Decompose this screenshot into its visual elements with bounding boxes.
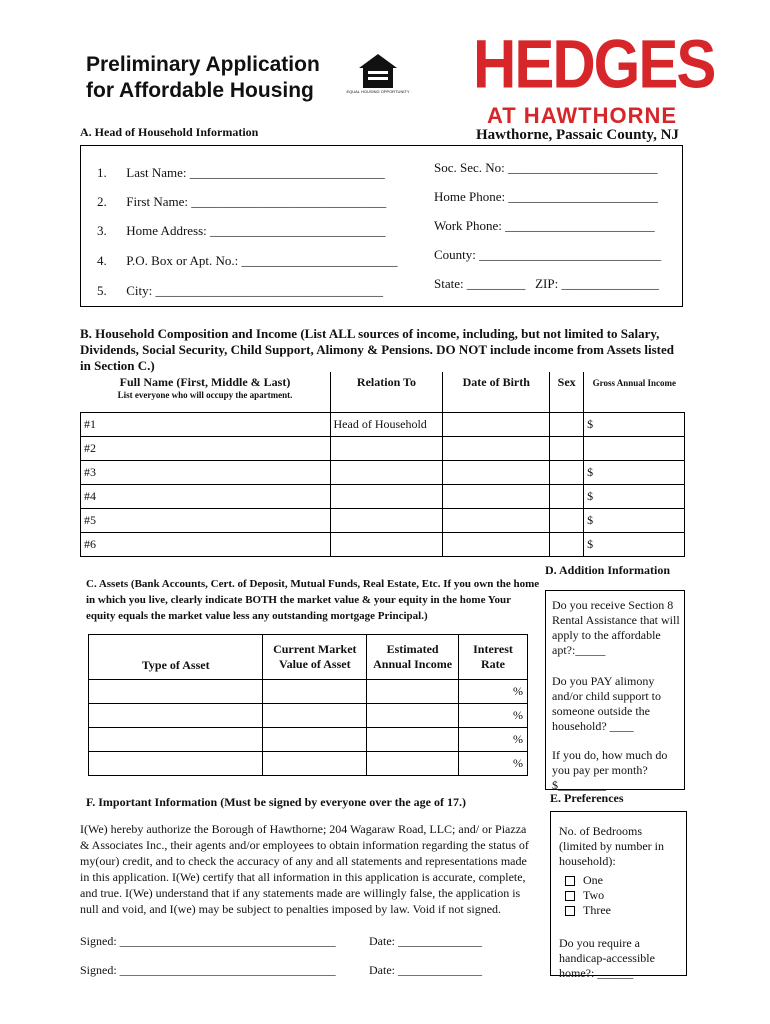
home-address-field[interactable]: 3. Home Address: ___________________________ — [97, 223, 386, 238]
section-b-title: B. Household Composition and Income (List ALL sources of income, including, but not limited to Salary, Dividends, Social Security, Child Support, Alimony & Pensions. DO NOT include income from Assets listed in Section C.) — [80, 326, 674, 373]
annual-income-cell[interactable] — [367, 704, 459, 728]
section-c-title: C. Assets (Bank Accounts, Cert. of Deposit, Mutual Funds, Real Estate, Etc. If you own the home in which you live, clearly indicate BOTH the market value & your equity in the home Your equity equals the market value less any outstanding mortgage Principal.) — [86, 578, 540, 622]
household-table — [80, 372, 685, 557]
section-d-box — [545, 590, 685, 790]
sex-cell[interactable] — [550, 436, 584, 460]
po-box-field[interactable]: 4. P.O. Box or Apt. No.: ________________________ — [97, 253, 398, 268]
option-two[interactable]: Two — [565, 888, 682, 903]
hedges-logo-subtitle: AT HAWTHORNE — [487, 103, 678, 128]
checkbox-icon[interactable] — [565, 891, 575, 901]
section8-question[interactable]: Do you receive Section 8 Rental Assistance that will apply to the affordable apt?:_____ — [552, 598, 680, 657]
annual-income-cell[interactable] — [367, 680, 459, 704]
accessible-question[interactable]: Do you require a handicap-accessible home?: ______ — [559, 936, 655, 980]
city-field[interactable]: 5. City: ___________________________________ — [97, 283, 384, 298]
section-e-box — [550, 811, 687, 980]
row-number: #1 — [81, 412, 331, 436]
date-field-2[interactable]: Date: ______________ — [369, 963, 482, 977]
row-number: #2 — [81, 436, 331, 460]
alimony-question[interactable]: Do you PAY alimony and/or child support to someone outside the household? ____ — [552, 674, 661, 733]
signature-field-2[interactable]: Signed: ____________________________________ — [80, 963, 336, 977]
rate-cell[interactable]: % — [459, 752, 528, 776]
assets-table — [88, 634, 528, 776]
title-line-2: for Affordable Housing — [86, 79, 314, 102]
row-number: #5 — [81, 508, 331, 532]
market-value-cell[interactable] — [263, 752, 367, 776]
income-cell[interactable]: $ — [584, 484, 685, 508]
col-market-value: Current Market Value of Asset — [263, 635, 367, 680]
income-cell[interactable] — [584, 436, 685, 460]
col-annual-income: Estimated Annual Income — [367, 635, 459, 680]
dob-cell[interactable] — [443, 460, 550, 484]
authorization-paragraph: I(We) hereby authorize the Borough of Hawthorne; 204 Wagaraw Road, LLC; and/ or Piazza & Associates Inc., their agents and/or employees to obtain information regarding the status of my(our) credit, and to check the accuracy of any and all statements and representations made in this application. I(We) certify that all information in this application is accurate, complete, and true. I(We) understand that if any statements made are willingly false, the application is null and void, and I(we) may be subject to penalties imposed by law. Void if not signed. — [80, 822, 529, 916]
table-row — [81, 484, 685, 508]
row-number: #6 — [81, 532, 331, 556]
sex-cell[interactable] — [550, 484, 584, 508]
market-value-cell[interactable] — [263, 704, 367, 728]
table-row — [89, 704, 528, 728]
relation-cell[interactable] — [330, 532, 443, 556]
income-cell[interactable]: $ — [584, 460, 685, 484]
sex-cell[interactable] — [550, 460, 584, 484]
table-row — [81, 436, 685, 460]
income-cell[interactable]: $ — [584, 532, 685, 556]
relation-cell[interactable] — [330, 484, 443, 508]
payment-amount-field[interactable]: $________ — [552, 778, 606, 792]
table-row — [81, 412, 685, 436]
first-name-field[interactable]: 2. First Name: ______________________________ — [97, 194, 387, 209]
table-row — [81, 508, 685, 532]
market-value-cell[interactable] — [263, 680, 367, 704]
ssn-field[interactable]: Soc. Sec. No: _______________________ — [434, 160, 658, 175]
location-text: Hawthorne, Passaic County, NJ — [476, 127, 679, 143]
rate-cell[interactable]: % — [459, 680, 528, 704]
table-row — [89, 752, 528, 776]
option-three[interactable]: Three — [565, 903, 682, 918]
relation-cell[interactable] — [330, 460, 443, 484]
asset-type-cell[interactable] — [89, 728, 263, 752]
rate-cell[interactable]: % — [459, 704, 528, 728]
table-row — [81, 460, 685, 484]
section-e-title: E. Preferences — [550, 791, 624, 805]
asset-type-cell[interactable] — [89, 752, 263, 776]
signature-field-1[interactable]: Signed: ____________________________________ — [80, 934, 336, 948]
col-income: Gross Annual Income — [592, 378, 676, 388]
sex-cell[interactable] — [550, 412, 584, 436]
county-field[interactable]: County: ____________________________ — [434, 247, 662, 262]
col-name-note: List everyone who will occupy the apartment. — [117, 390, 293, 400]
relation-cell[interactable]: Head of Household — [330, 412, 443, 436]
date-field-1[interactable]: Date: ______________ — [369, 934, 482, 948]
row-number: #3 — [81, 460, 331, 484]
col-dob: Date of Birth — [443, 372, 550, 412]
state-zip-field[interactable]: State: _________ ZIP: _______________ — [434, 276, 659, 291]
option-one[interactable]: One — [565, 873, 682, 888]
col-relation: Relation To — [330, 372, 443, 412]
section-f-title: F. Important Information (Must be signed by everyone over the age of 17.) — [86, 795, 466, 809]
income-cell[interactable]: $ — [584, 508, 685, 532]
market-value-cell[interactable] — [263, 728, 367, 752]
annual-income-cell[interactable] — [367, 752, 459, 776]
income-cell[interactable]: $ — [584, 412, 685, 436]
col-sex: Sex — [550, 372, 584, 412]
equal-housing-logo — [346, 52, 410, 100]
bedrooms-label: No. of Bedrooms (limited by number in household): — [559, 824, 664, 868]
rate-cell[interactable]: % — [459, 728, 528, 752]
col-interest-rate: Interest Rate — [459, 635, 528, 680]
dob-cell[interactable] — [443, 412, 550, 436]
dob-cell[interactable] — [443, 484, 550, 508]
form-title — [86, 52, 320, 104]
asset-type-cell[interactable] — [89, 704, 263, 728]
title-line-1: Preliminary Application — [86, 53, 320, 76]
eho-logo-text: EQUAL HOUSING OPPORTUNITY — [346, 89, 410, 94]
annual-income-cell[interactable] — [367, 728, 459, 752]
hedges-logo: HEDGES — [473, 25, 715, 103]
home-phone-field[interactable]: Home Phone: _______________________ — [434, 189, 658, 204]
payment-question: If you do, how much do you pay per month? — [552, 748, 668, 777]
last-name-field[interactable]: 1. Last Name: ______________________________ — [97, 165, 385, 180]
section-a-title: A. Head of Household Information — [80, 125, 259, 139]
section-d-title: D. Addition Information — [545, 563, 671, 577]
dob-cell[interactable] — [443, 532, 550, 556]
sex-cell[interactable] — [550, 532, 584, 556]
table-row — [81, 532, 685, 556]
dob-cell[interactable] — [443, 436, 550, 460]
work-phone-field[interactable]: Work Phone: _______________________ — [434, 218, 655, 233]
asset-type-cell[interactable] — [89, 680, 263, 704]
table-row — [89, 728, 528, 752]
checkbox-icon[interactable] — [565, 906, 575, 916]
col-asset-type: Type of Asset — [89, 635, 263, 680]
table-row — [89, 680, 528, 704]
relation-cell[interactable] — [330, 436, 443, 460]
relation-cell[interactable] — [330, 508, 443, 532]
checkbox-icon[interactable] — [565, 876, 575, 886]
dob-cell[interactable] — [443, 508, 550, 532]
sex-cell[interactable] — [550, 508, 584, 532]
row-number: #4 — [81, 484, 331, 508]
col-full-name: Full Name (First, Middle & Last) List everyone who will occupy the apartment. — [81, 372, 331, 412]
